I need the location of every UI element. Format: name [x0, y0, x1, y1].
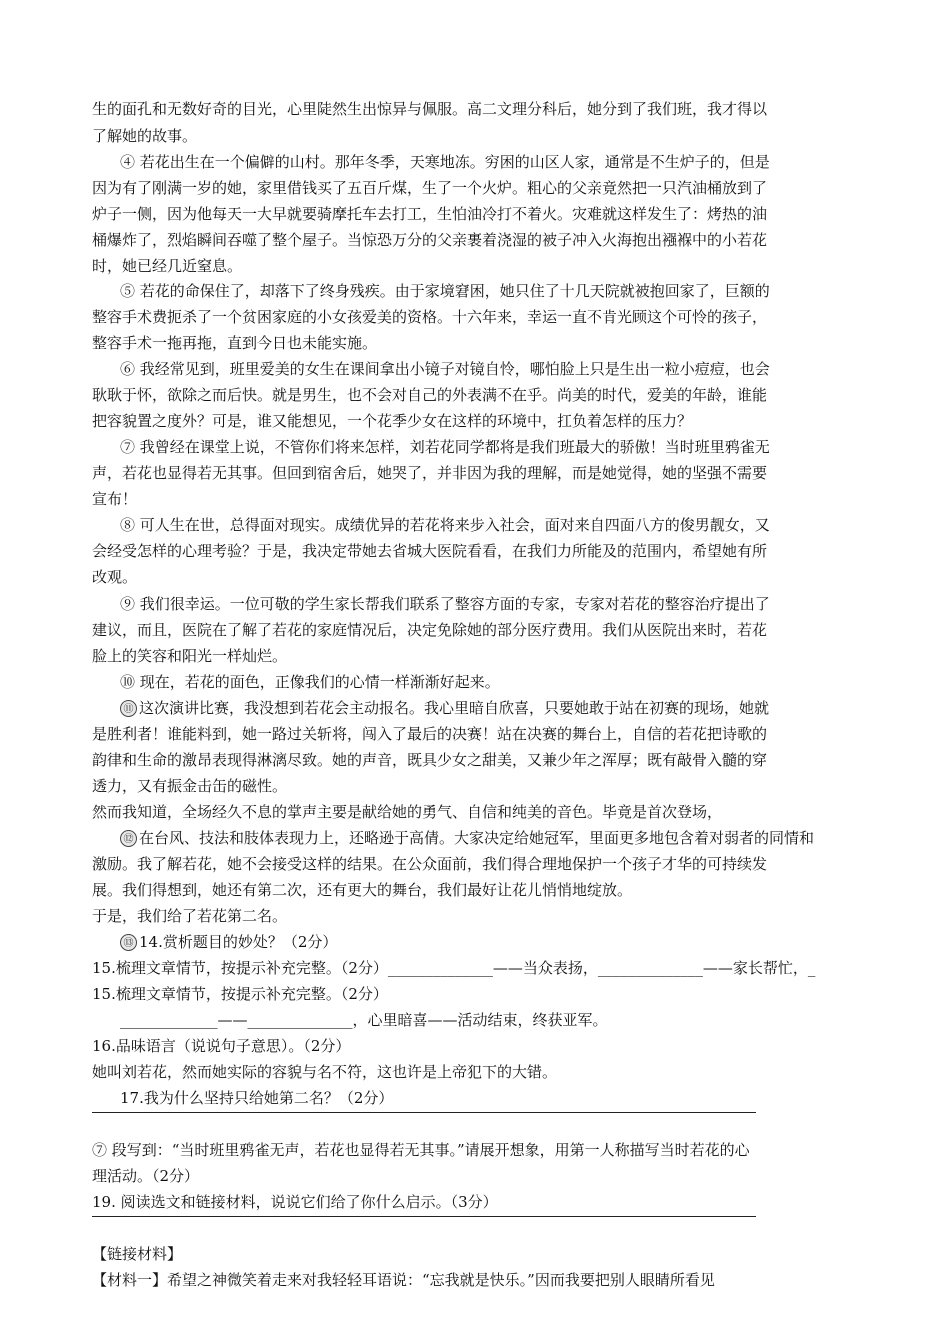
- text-line: 在台风、技法和肢体表现力上，还略逊于高倩。大家决定给她冠军，里面更多地包含着对弱者的同情和: [139, 829, 815, 847]
- question-16: 她叫刘若花，然而她实际的容貌与名不符，这也许是上帝犯下的大错。: [92, 1063, 558, 1081]
- question-14: 15.梳理文章情节，按提示补充完整。（2分）______________——当众表扬，______________——家长帮忙，_: [92, 959, 816, 977]
- question-17: ⑦ 段写到：“当时班里鸦雀无声，若花也显得若无其事。”请展开想象，用第一人称描写当时若花的心: [92, 1141, 750, 1159]
- paragraph-6-line: ⑥ 我经常见到，班里爱美的女生在课间拿出小镜子对镜自怜，哪怕脸上只是生出一粒小痘痘，也会: [120, 360, 770, 378]
- text-line: 14.赏析题目的妙处？（2分）: [139, 933, 338, 951]
- answer-line: [92, 1216, 756, 1217]
- text-line: 是胜利者！谁能料到，她一路过关斩将，闯入了最后的决赛！站在决赛的舞台上，自信的若花把诗歌的: [92, 725, 768, 743]
- text-line: 因为有了刚满一岁的她，家里借钱买了五百斤煤，生了一个火炉。粗心的父亲竟然把一只汽油桶放到了: [92, 179, 768, 197]
- text-line: 于是，我们给了若花第二名。: [92, 907, 288, 925]
- text-line: 展。我们得想到，她还有第二次，还有更大的舞台，我们最好让花儿悄悄地绽放。: [92, 881, 633, 899]
- paragraph-number-badge: ⑪: [120, 700, 137, 717]
- paragraph-12-line: [120, 828, 814, 848]
- question-18-cont: 19. 阅读选文和链接材料，说说它们给了你什么启示。（3分）: [92, 1193, 498, 1211]
- text-line: 了解她的故事。: [92, 127, 198, 145]
- text-line: 改观。: [92, 568, 138, 586]
- text-line: 韵律和生命的激昂表现得淋漓尽致。她的声音，既具少女之甜美，又兼少年之浑厚；既有敲骨入髓的穿: [92, 751, 768, 769]
- paragraph-10-line: ⑩ 现在，若花的面色，正像我们的心情一样渐渐好起来。: [120, 673, 500, 691]
- text-line: 炉子一侧，因为他每天一大早就要骑摩托车去打工，生怕油冷打不着火。灾难就这样发生了：烤热的油: [92, 205, 768, 223]
- paragraph-number-badge: ⑬: [120, 934, 137, 951]
- text-line: 激励。我了解若花，她不会接受这样的结果。在公众面前，我们得合理地保护一个孩子才华的可持续发: [92, 855, 768, 873]
- paragraph-4-line: ④ 若花出生在一个偏僻的山村。那年冬季，天寒地冻。穷困的山区人家，通常是不生炉子的，但是: [120, 153, 770, 171]
- text-line: 会经受怎样的心理考验？于是，我决定带她去省城大医院看看，在我们力所能及的范围内，希望她有所: [92, 542, 768, 560]
- question-15-title: 15.梳理文章情节，按提示补充完整。（2分）: [92, 985, 388, 1003]
- text-line: 声，若花也显得若无其事。但回到宿舍后，她哭了，并非因为我的理解，而是她觉得，她的坚强不需要: [92, 464, 768, 482]
- paragraph-11-line: [120, 698, 769, 718]
- question-15-prompt: _____________——______________，心里暗喜——活动结束，终获亚军。: [120, 1011, 608, 1029]
- paragraph-7-line: ⑦ 我曾经在课堂上说，不管你们将来怎样，刘若花同学都将是我们班最大的骄傲！当时班里鸦雀无: [120, 438, 770, 456]
- text-line: 然而我知道，全场经久不息的掌声主要是献给她的勇气、自信和纯美的音色。毕竟是首次登场，: [92, 803, 723, 821]
- question-19: 【链接材料】: [92, 1245, 183, 1263]
- question-15-prompt-cont: 16.品味语言（说说句子意思）。（2分）: [92, 1037, 351, 1055]
- text-line: 脸上的笑容和阳光一样灿烂。: [92, 647, 288, 665]
- text-line: 桶爆炸了，烈焰瞬间吞噬了整个屋子。当惊恐万分的父亲裹着浇湿的被子冲入火海抱出襁褓中的小若花: [92, 231, 768, 249]
- paragraph-number-badge: ⑫: [120, 830, 137, 847]
- text-line: 透力，又有振金击缶的磁性。: [92, 777, 288, 795]
- text-line: 建议，而且，医院在了解了若花的家庭情况后，决定免除她的部分医疗费用。我们从医院出来时，若花: [92, 621, 768, 639]
- paragraph-8-line: ⑧ 可人生在世，总得面对现实。成绩优异的若花将来步入社会，面对来自四面八方的俊男靓女，又: [120, 516, 770, 534]
- text-line: 整容手术费扼杀了一个贫困家庭的小女孩爱美的资格。十六年来，幸运一直不肯光顾这个可怜的孩子，: [92, 308, 768, 326]
- question-18: 理活动。（2分）: [92, 1167, 200, 1185]
- text-line: 生的面孔和无数好奇的目光，心里陡然生出惊异与佩服。高二文理分科后，她分到了我们班，我才得以: [92, 100, 768, 118]
- link-material-heading: 【材料一】希望之神微笑着走来对我轻轻耳语说：“忘我就是快乐。”因而我要把别人眼睛所看见: [92, 1271, 715, 1289]
- text-line: 这次演讲比赛，我没想到若花会主动报名。我心里暗自欣喜，只要她敢于站在初赛的现场，她就: [139, 699, 770, 717]
- text-line: 宣布！: [92, 490, 138, 508]
- text-line: 耿耿于怀，欲除之而后快。就是男生，也不会对自己的外表满不在乎。尚美的时代，爱美的年龄，谁能: [92, 386, 768, 404]
- paragraph-13-line: [120, 932, 337, 952]
- paragraph-9-line: ⑨ 我们很幸运。一位可敬的学生家长帮我们联系了整容方面的专家，专家对若花的整容治疗提出了: [120, 595, 770, 613]
- question-16-sentence: 17.我为什么坚持只给她第二名？（2分）: [120, 1089, 394, 1107]
- text-line: 把容貌置之度外？可是，谁又能想见，一个花季少女在这样的环境中，扛负着怎样的压力？: [92, 412, 693, 430]
- text-line: 时，她已经几近窒息。: [92, 257, 243, 275]
- answer-line: [92, 1112, 756, 1113]
- text-line: 整容手术一拖再拖，直到今日也未能实施。: [92, 334, 378, 352]
- paragraph-5-line: ⑤ 若花的命保住了，却落下了终身残疾。由于家境窘困，她只住了十几天院就被抱回家了，巨额的: [120, 282, 770, 300]
